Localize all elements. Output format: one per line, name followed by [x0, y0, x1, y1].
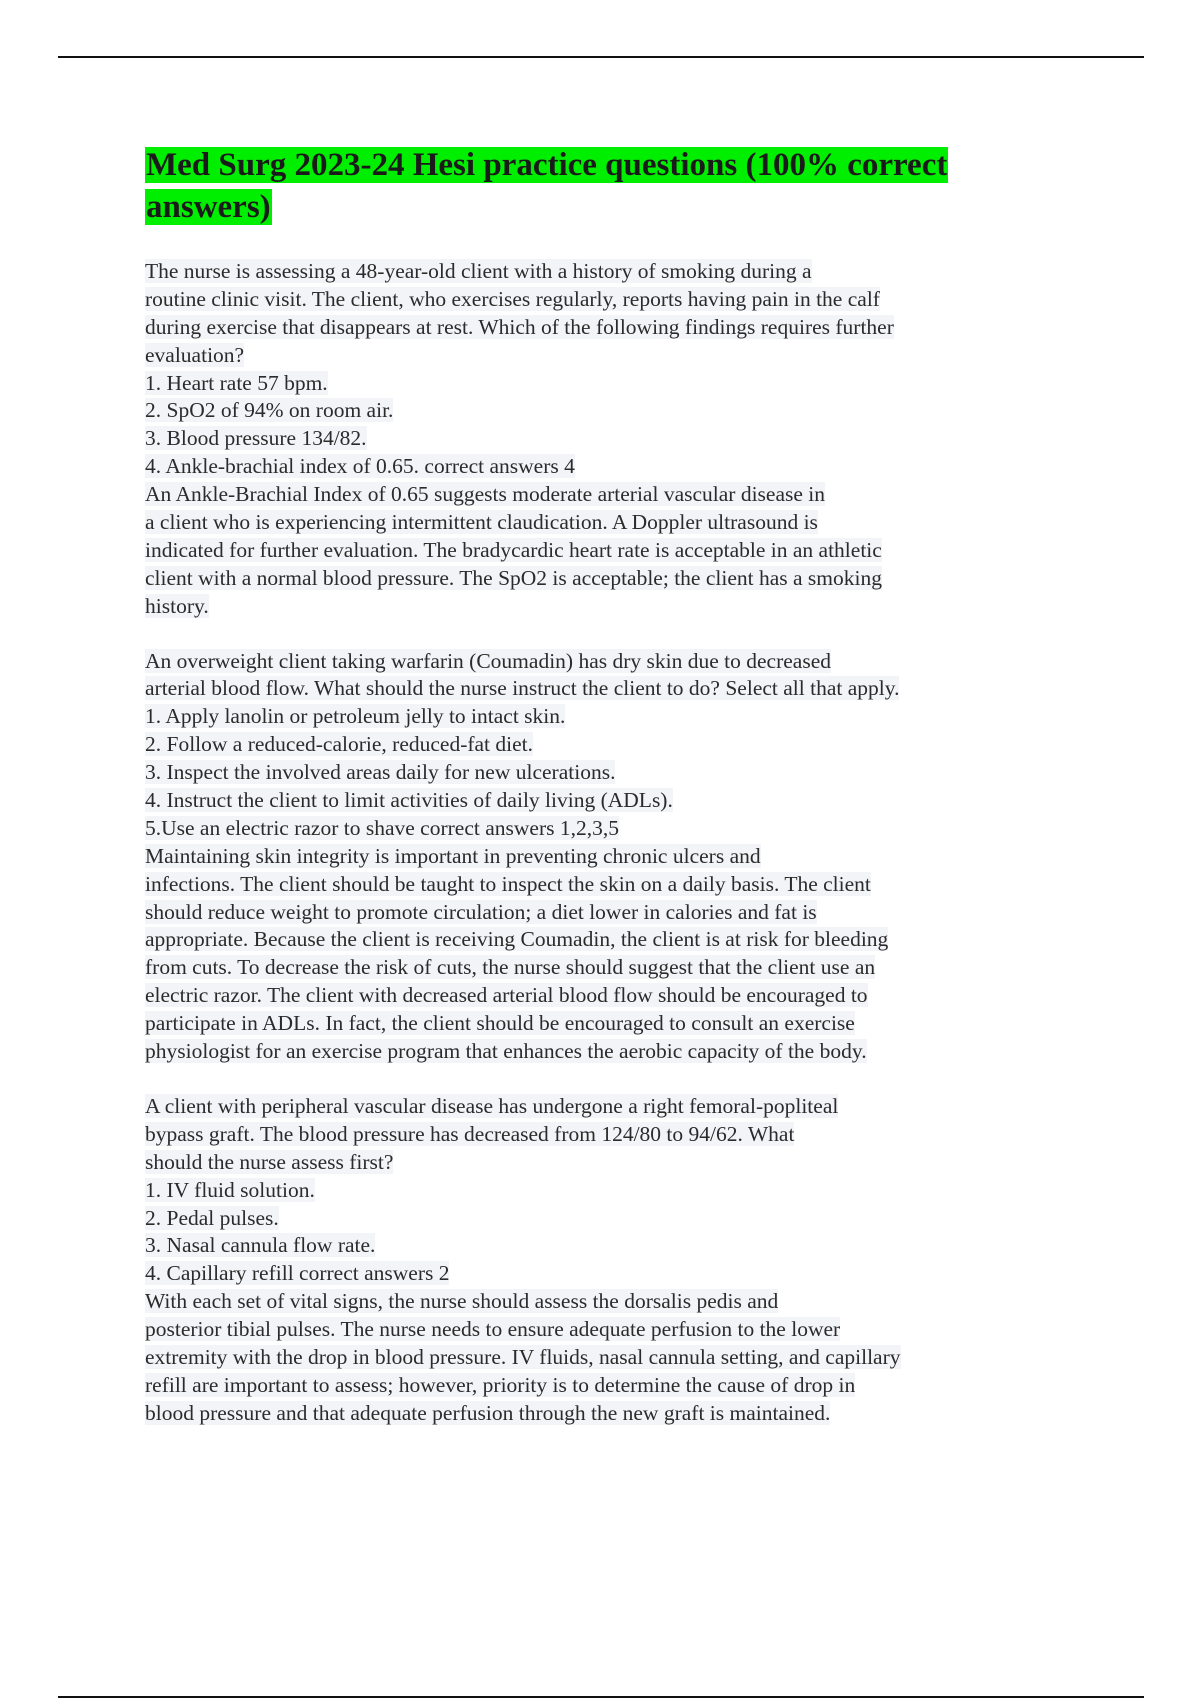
answer-option: 4. Ankle-brachial index of 0.65. correct answers 4 [145, 454, 575, 479]
block-spacer [145, 1066, 1025, 1093]
answer-option: 3. Blood pressure 134/82. [145, 426, 367, 451]
rationale-line: posterior tibial pulses. The nurse needs to ensure adequate perfusion to the lower [145, 1317, 841, 1342]
answer-option: 3. Inspect the involved areas daily for new ulcerations. [145, 760, 616, 785]
answer-option: 2. SpO2 of 94% on room air. [145, 398, 394, 423]
answer-option: 1. Apply lanolin or petroleum jelly to intact skin. [145, 704, 566, 729]
text-line: evaluation? [145, 342, 245, 367]
rationale-line: client with a normal blood pressure. The SpO2 is acceptable; the client has a smoking [145, 565, 882, 590]
rationale-line: from cuts. To decrease the risk of cuts, the nurse should suggest that the client use an [145, 955, 876, 980]
text-line: during exercise that disappears at rest. Which of the following findings requires further [145, 314, 894, 339]
text-line: should the nurse assess first? [145, 1149, 394, 1174]
title-line-1: Med Surg 2023-24 Hesi practice questions (100% correct [146, 147, 948, 183]
rationale-line: a client who is experiencing intermittent claudication. A Doppler ultrasound is [145, 510, 818, 535]
rationale-line: should reduce weight to promote circulation; a diet lower in calories and fat is [145, 899, 817, 924]
rationale-line: extremity with the drop in blood pressure. IV fluids, nasal cannula setting, and capillary [145, 1344, 901, 1369]
text-line: An overweight client taking warfarin (Coumadin) has dry skin due to decreased [145, 648, 831, 673]
text-line: A client with peripheral vascular disease has undergone a right femoral-popliteal [145, 1093, 839, 1118]
document-title [145, 144, 1045, 228]
title-line-2: answers) [146, 189, 271, 225]
page-top-rule [58, 56, 1144, 58]
rationale-line: indicated for further evaluation. The bradycardic heart rate is acceptable in an athletic [145, 537, 882, 562]
page-bottom-rule [58, 1696, 1144, 1698]
rationale-line: refill are important to assess; however, priority is to determine the cause of drop in [145, 1372, 856, 1397]
document-body [145, 258, 1025, 1428]
question-block-3 [145, 1093, 1025, 1428]
text-line: The nurse is assessing a 48-year-old client with a history of smoking during a [145, 259, 812, 283]
answer-option: 2. Follow a reduced-calorie, reduced-fat diet. [145, 732, 534, 757]
text-line: bypass graft. The blood pressure has decreased from 124/80 to 94/62. What [145, 1121, 795, 1146]
rationale-line: electric razor. The client with decreased arterial blood flow should be encouraged to [145, 983, 868, 1008]
answer-option: 5.Use an electric razor to shave correct answers 1,2,3,5 [145, 815, 619, 840]
answer-option: 2. Pedal pulses. [145, 1205, 279, 1230]
rationale-line: appropriate. Because the client is receiving Coumadin, the client is at risk for bleeding [145, 927, 889, 952]
question-block-2 [145, 648, 1025, 1066]
answer-option: 1. IV fluid solution. [145, 1177, 315, 1202]
text-line: arterial blood flow. What should the nurse instruct the client to do? Select all that apply. [145, 676, 900, 701]
text-line: routine clinic visit. The client, who exercises regularly, reports having pain in the calf [145, 286, 880, 311]
block-spacer [145, 621, 1025, 648]
rationale-line: physiologist for an exercise program that enhances the aerobic capacity of the body. [145, 1039, 867, 1064]
answer-option: 4. Capillary refill correct answers 2 [145, 1261, 450, 1286]
rationale-line: history. [145, 593, 209, 618]
rationale-line: Maintaining skin integrity is important in preventing chronic ulcers and [145, 843, 761, 868]
rationale-line: An Ankle-Brachial Index of 0.65 suggests moderate arterial vascular disease in [145, 482, 826, 507]
rationale-line: infections. The client should be taught to inspect the skin on a daily basis. The client [145, 871, 871, 896]
question-block-1 [145, 258, 1025, 621]
rationale-line: With each set of vital signs, the nurse should assess the dorsalis pedis and [145, 1289, 779, 1314]
rationale-line: blood pressure and that adequate perfusion through the new graft is maintained. [145, 1400, 831, 1425]
answer-option: 3. Nasal cannula flow rate. [145, 1233, 376, 1258]
answer-option: 4. Instruct the client to limit activities of daily living (ADLs). [145, 788, 673, 813]
rationale-line: participate in ADLs. In fact, the client should be encouraged to consult an exercise [145, 1011, 855, 1036]
answer-option: 1. Heart rate 57 bpm. [145, 370, 328, 395]
